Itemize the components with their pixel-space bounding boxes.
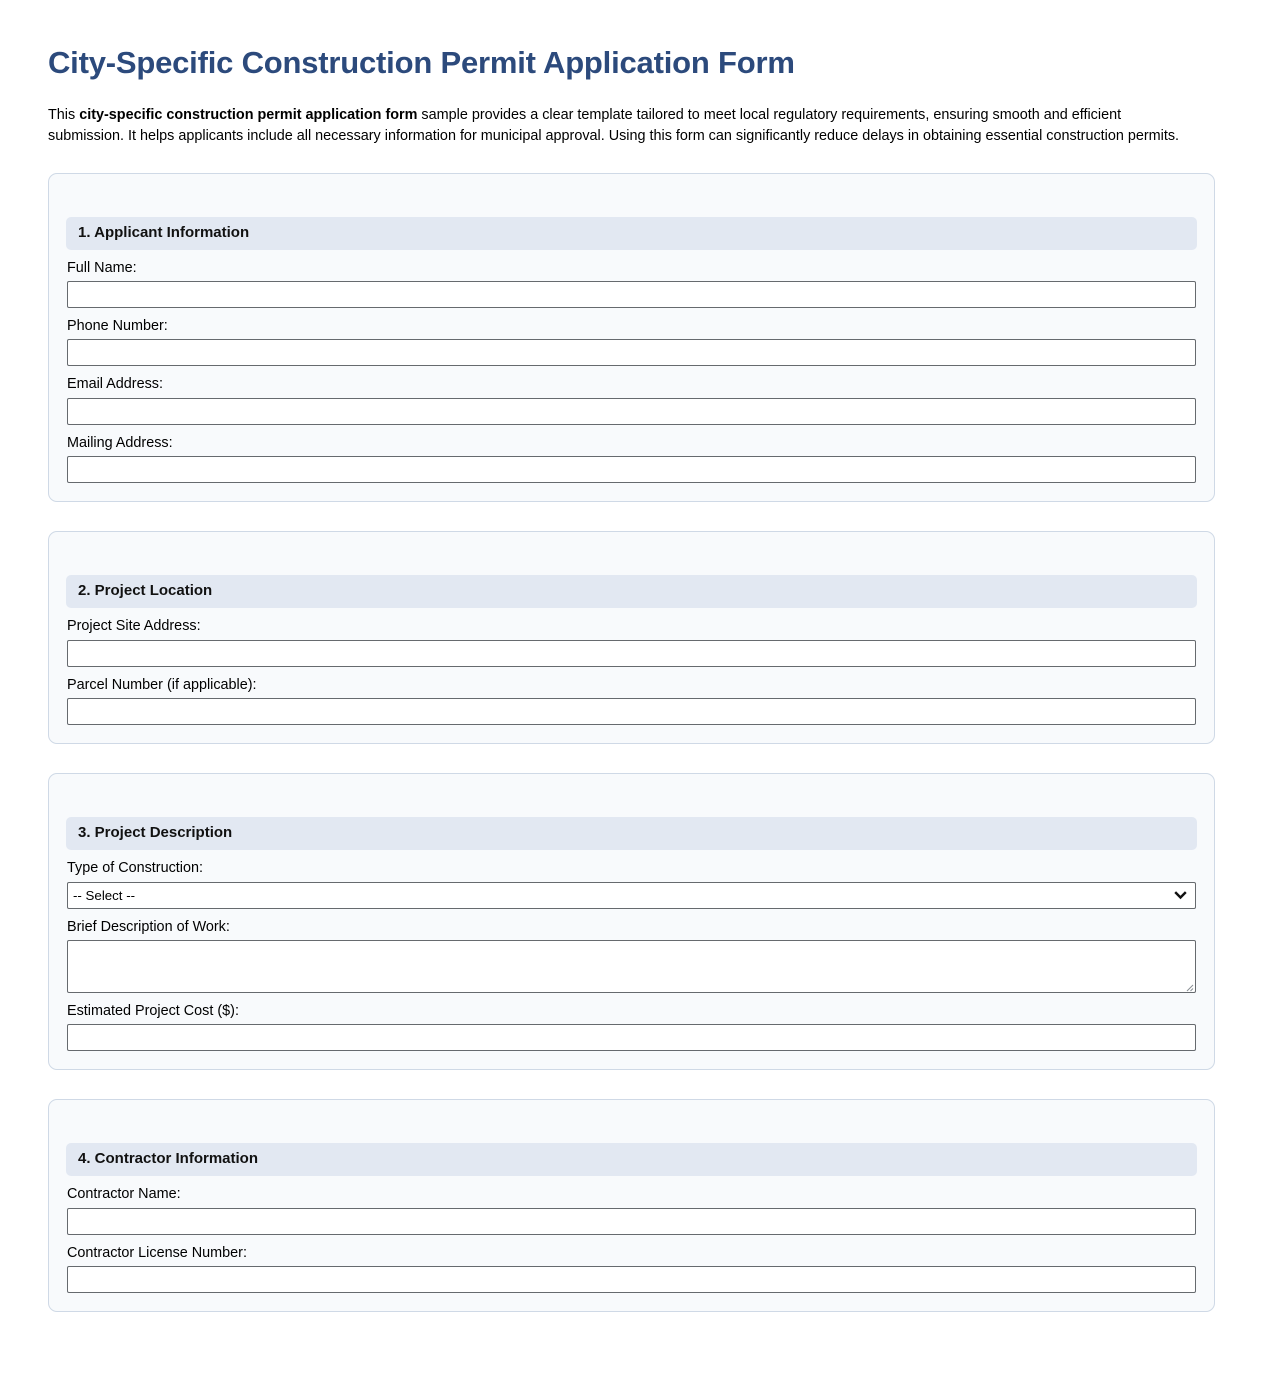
parcel-number-input[interactable] [67, 698, 1196, 725]
field-label: Contractor Name: [67, 1186, 181, 1203]
email-address-input[interactable] [67, 398, 1196, 425]
section-heading: 4. Contractor Information [66, 1143, 1197, 1176]
field-parcel-number [67, 676, 1196, 725]
intro-paragraph [48, 105, 1188, 147]
section-heading: 3. Project Description [66, 817, 1197, 850]
mailing-address-input[interactable] [67, 456, 1196, 483]
field-label: Contractor License Number: [67, 1244, 247, 1261]
field-email-address [67, 375, 1196, 424]
section-card-applicant-information [48, 173, 1215, 503]
estimated-project-cost-input[interactable] [67, 1024, 1196, 1051]
type-of-construction-select-wrapper[interactable] [67, 882, 1196, 909]
field-label: Email Address: [67, 376, 163, 393]
intro-text-before: This [48, 106, 80, 123]
project-site-address-input[interactable] [67, 640, 1196, 667]
page-title: City-Specific Construction Permit Application Form [48, 45, 795, 80]
field-label: Brief Description of Work: [67, 918, 230, 935]
field-label: Type of Construction: [67, 860, 203, 877]
field-label: Full Name: [67, 259, 137, 276]
type-of-construction-select[interactable] [67, 882, 1196, 909]
contractor-name-input[interactable] [67, 1208, 1196, 1235]
description-textarea-wrapper [67, 940, 1196, 993]
section-heading: 1. Applicant Information [66, 217, 1197, 250]
field-full-name [67, 259, 1196, 308]
field-contractor-name [67, 1185, 1196, 1234]
field-mailing-address [67, 434, 1196, 483]
field-brief-description-of-work [67, 918, 1196, 993]
full-name-input[interactable] [67, 281, 1196, 308]
phone-number-input[interactable] [67, 339, 1196, 366]
field-label: Mailing Address: [67, 434, 173, 451]
field-phone-number [67, 317, 1196, 366]
brief-description-textarea[interactable] [67, 940, 1196, 993]
field-label: Phone Number: [67, 317, 168, 334]
intro-text-bold: city-specific construction permit application form [79, 106, 418, 123]
section-card-project-description [48, 773, 1215, 1070]
field-project-site-address [67, 617, 1196, 666]
field-estimated-project-cost [67, 1002, 1196, 1051]
field-type-of-construction [67, 859, 1196, 908]
field-label: Project Site Address: [67, 618, 201, 635]
section-card-contractor-information [48, 1099, 1215, 1312]
intro-text-after: sample provides a clear template tailored to meet local regulatory requirements, ensuring smooth and efficient submission. It helps applicants include all necessary information for municipal approval. Using this form can significantly reduce delays in obtaining essential construction permits. [48, 106, 1180, 144]
select-selected-value: -- Select -- [73, 887, 136, 903]
field-label: Estimated Project Cost ($): [67, 1003, 239, 1019]
contractor-license-number-input[interactable] [67, 1266, 1196, 1293]
field-label: Parcel Number (if applicable): [67, 676, 257, 693]
field-contractor-license-number [67, 1244, 1196, 1293]
section-card-project-location [48, 531, 1215, 744]
section-heading: 2. Project Location [66, 575, 1197, 608]
